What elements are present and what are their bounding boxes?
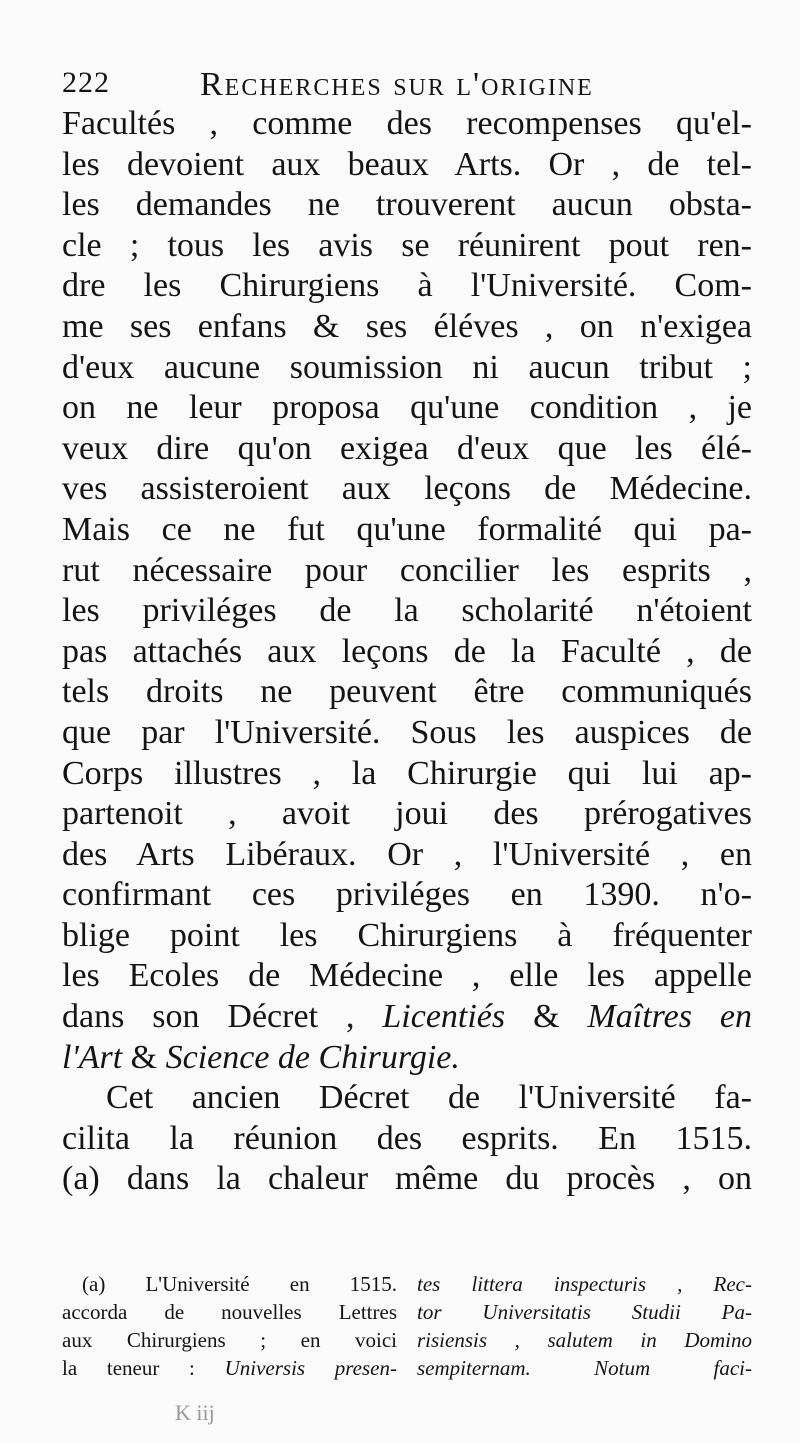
- text-line: confirmant ces priviléges en 1390. n'o-: [62, 876, 752, 914]
- italic-term: Universis presen-: [224, 1356, 397, 1380]
- text-line: d'eux aucune soumission ni aucun tribut ;: [62, 348, 752, 386]
- text-line: cilita la réunion des esprits. En 1515.: [62, 1119, 752, 1157]
- signature-mark: K iij: [175, 1400, 215, 1425]
- page-number: 222: [62, 66, 110, 99]
- page-header: [62, 60, 762, 104]
- text-line: (a) dans la chaleur même du procès , on: [62, 1160, 752, 1198]
- text-line: Corps illustres , la Chirurgie qui lui ap-: [62, 754, 752, 792]
- italic-term: Science de Chirurgie.: [165, 1038, 460, 1076]
- text-line: Cet ancien Décret de l'Université fa-: [106, 1079, 752, 1117]
- main-text: [62, 104, 752, 1200]
- text-line: les demandes ne trouverent aucun obsta-: [62, 186, 752, 224]
- text-line: que par l'Université. Sous les auspices de: [62, 713, 752, 751]
- italic-term: Maîtres en: [587, 998, 752, 1036]
- text-line: les priviléges de la scholarité n'étoient: [62, 592, 752, 630]
- text-line: [62, 1038, 752, 1079]
- text-line: les devoient aux beaux Arts. Or , de tel-: [62, 145, 752, 183]
- footnote-line: aux Chirurgiens ; en voici: [62, 1328, 397, 1352]
- text-line: Facultés , comme des recompenses qu'el-: [62, 105, 752, 142]
- text-span: la teneur :: [62, 1356, 225, 1380]
- text-line: des Arts Libéraux. Or , l'Université , en: [62, 835, 752, 873]
- footnote-line: risiensis , salutem in Domino: [417, 1328, 752, 1352]
- footnote-line: tor Universitatis Studii Pa-: [417, 1300, 752, 1324]
- footnote-line: tes littera inspecturis , Rec-: [417, 1272, 752, 1296]
- footnote-line: [62, 1354, 397, 1382]
- text-line: veux dire qu'on exigea d'eux que les élé-: [62, 429, 752, 467]
- footnote-line: sempiternam. Notum faci-: [417, 1356, 752, 1380]
- text-line: pas attachés aux leçons de la Faculté , de: [62, 632, 752, 670]
- text-line: partenoit , avoit joui des prérogatives: [62, 795, 752, 833]
- text-span: &: [122, 1038, 166, 1076]
- text-line: tels droits ne peuvent être communiqués: [62, 673, 752, 711]
- running-title: Recherches sur l'origine: [200, 66, 594, 103]
- text-line: [62, 997, 752, 1038]
- text-line: dre les Chirurgiens à l'Université. Com-: [62, 267, 752, 305]
- text-line: on ne leur proposa qu'une condition , je: [62, 389, 752, 427]
- footnote-line: accorda de nouvelles Lettres: [62, 1300, 397, 1324]
- footnote-column-right: [417, 1270, 752, 1382]
- footnote-block: [62, 1270, 752, 1400]
- text-line: blige point les Chirurgiens à fréquenter: [62, 916, 752, 954]
- italic-term: Licentiés: [382, 998, 506, 1036]
- text-line: rut nécessaire pour concilier les esprits ,: [62, 551, 752, 589]
- text-line: me ses enfans & ses éléves , on n'exigea: [62, 307, 752, 345]
- footnote-line: (a) L'Université en 1515.: [82, 1272, 397, 1296]
- text-span: &: [505, 998, 588, 1036]
- text-line: cle ; tous les avis se réunirent pout ren-: [62, 226, 752, 264]
- italic-term: l'Art: [62, 1038, 123, 1076]
- text-line: les Ecoles de Médecine , elle les appelle: [62, 957, 752, 995]
- text-line: Mais ce ne fut qu'une formalité qui pa-: [62, 510, 752, 548]
- footnote-column-left: [62, 1270, 397, 1382]
- text-line: ves assisteroient aux leçons de Médecine.: [62, 470, 752, 508]
- text-span: dans son Décret ,: [62, 998, 383, 1036]
